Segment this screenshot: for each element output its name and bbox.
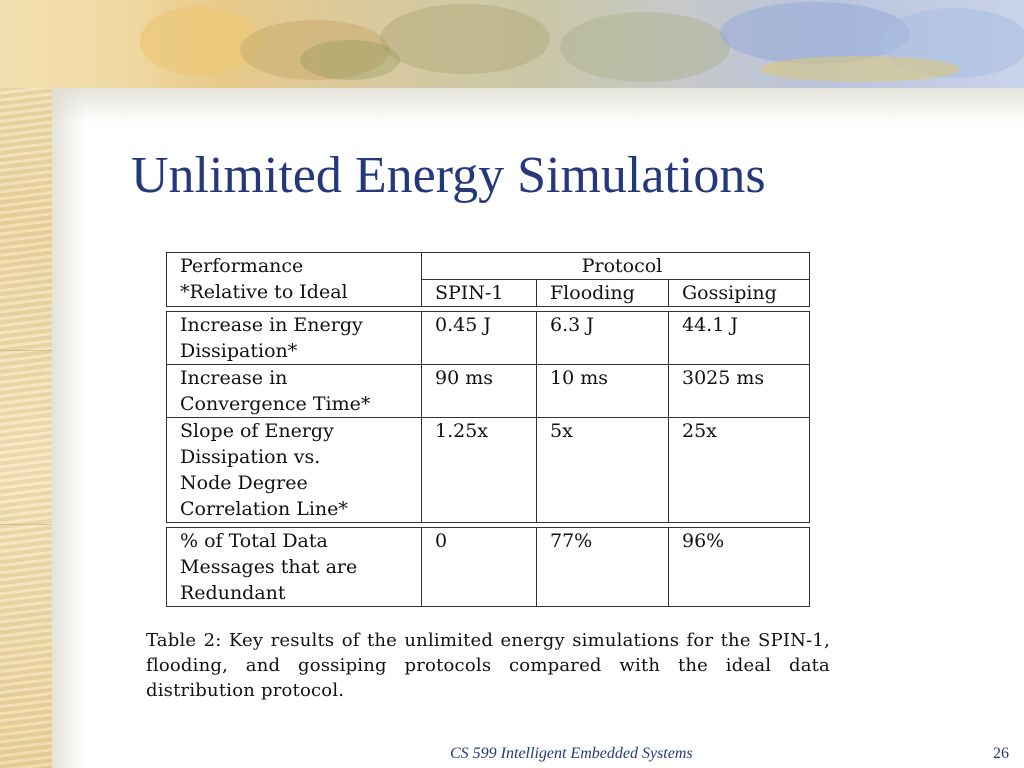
metric-line: Increase in Energy	[180, 314, 363, 336]
table-row	[166, 527, 810, 607]
value-cell: 3025 ms	[668, 365, 810, 418]
header-performance: Performance	[180, 255, 304, 277]
value-cell: 77%	[536, 527, 668, 607]
header-gossiping: Gossiping	[668, 280, 810, 307]
metric-cell	[166, 365, 421, 418]
metric-line: Increase in	[180, 367, 288, 389]
header-spin1: SPIN-1	[421, 280, 536, 307]
decorative-banner	[0, 0, 1024, 88]
value-cell: 25x	[668, 418, 810, 523]
table-row	[166, 311, 810, 365]
page-number: 26	[993, 745, 1009, 762]
value-cell: 5x	[536, 418, 668, 523]
metric-cell	[166, 418, 421, 523]
value-cell: 44.1 J	[668, 311, 810, 365]
metric-line: Dissipation vs.	[180, 446, 321, 468]
metric-line: % of Total Data	[180, 530, 328, 552]
value-cell: 0.45 J	[421, 311, 536, 365]
value-cell: 96%	[668, 527, 810, 607]
metric-cell	[166, 527, 421, 607]
strip-shadow	[52, 88, 84, 768]
strip-seam	[0, 524, 52, 525]
metric-line	[180, 338, 421, 364]
strip-seam	[0, 350, 52, 351]
header-relative-note: *Relative to Ideal	[180, 281, 348, 303]
value-cell: 1.25x	[421, 418, 536, 523]
header-performance-cell	[166, 252, 421, 307]
table-row	[166, 418, 810, 523]
header-protocol: Protocol	[421, 252, 810, 280]
metric-cell	[166, 311, 421, 365]
value-cell: 6.3 J	[536, 311, 668, 365]
header-flooding: Flooding	[536, 280, 668, 307]
results-table	[166, 252, 810, 607]
banner-leaf	[560, 12, 730, 82]
metric-line: Convergence Time*	[180, 393, 371, 415]
slide-footer: CS 599 Intelligent Embedded Systems	[450, 745, 693, 762]
metric-line: Slope of Energy	[180, 420, 334, 442]
banner-leaf	[380, 4, 550, 74]
banner-shadow	[52, 88, 1024, 124]
metric-line: Messages that are	[180, 556, 358, 578]
table-header-row	[166, 252, 810, 280]
banner-leaf	[720, 2, 910, 64]
metric-line: Correlation Line*	[180, 498, 348, 520]
table-row	[166, 365, 810, 418]
metric-line: Node Degree	[180, 472, 308, 494]
value-cell: 10 ms	[536, 365, 668, 418]
banner-leaf	[300, 40, 400, 80]
metric-line: Redundant	[180, 582, 286, 604]
table-caption: Table 2: Key results of the unlimited energy simulations for the SPIN-1, flooding, and gossiping protocols compared with the ideal data distribution protocol.	[146, 630, 830, 701]
banner-leaf	[760, 56, 960, 82]
value-cell: 0	[421, 527, 536, 607]
metric-text: Dissipation*	[180, 340, 298, 362]
value-cell: 90 ms	[421, 365, 536, 418]
slide-title: Unlimited Energy Simulations	[131, 147, 766, 204]
left-decorative-strip	[0, 0, 52, 768]
